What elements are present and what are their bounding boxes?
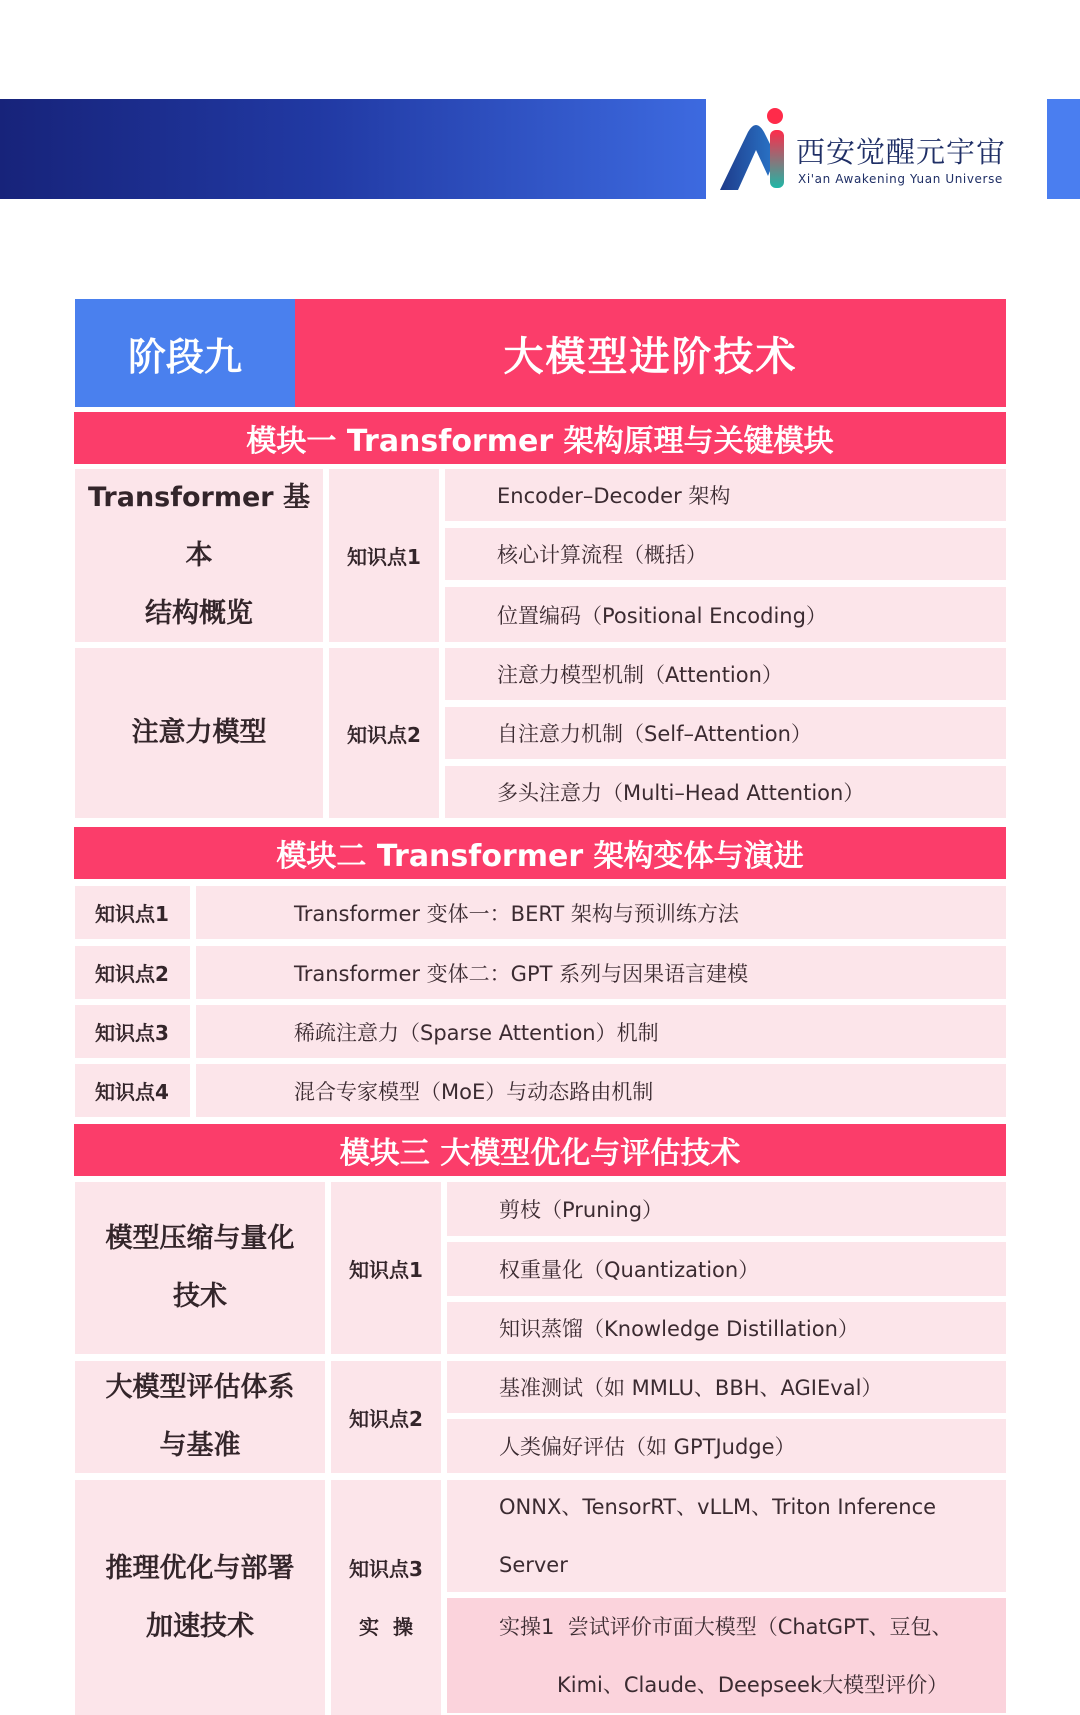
topic-line: Transformer 基本 — [87, 481, 311, 571]
stage-label: 阶段九 — [75, 299, 295, 407]
module-2-title: 模块二 Transformer 架构变体与演进 — [74, 827, 1006, 879]
list-item: 稀疏注意力（Sparse Attention）机制 — [196, 1005, 1006, 1058]
list-item: 权重量化（Quantization） — [447, 1242, 1006, 1296]
list-item: 人类偏好评估（如 GPTJudge） — [447, 1419, 1006, 1473]
list-item: Encoder–Decoder 架构 — [445, 469, 1006, 521]
topic-line: 注意力模型 — [131, 717, 267, 748]
header-banner-tail — [1047, 99, 1080, 199]
kp-label: 知识点3 — [349, 1556, 423, 1581]
kp-cell — [75, 886, 190, 939]
list-item: Transformer 变体一：BERT 架构与预训练方法 — [196, 886, 1006, 939]
kp-cell — [75, 946, 190, 999]
stage-title: 大模型进阶技术 — [295, 299, 1006, 407]
module-1-title: 模块一 Transformer 架构原理与关键模块 — [74, 412, 1006, 464]
topic-cell — [75, 1361, 325, 1473]
module-3-title: 模块三 大模型优化与评估技术 — [74, 1124, 1006, 1176]
kp-label: 知识点2 — [95, 962, 169, 986]
brand-logo — [718, 104, 1018, 196]
brand-name-en: Xi'an Awakening Yuan Universe — [798, 172, 1003, 186]
kp-cell — [331, 1182, 441, 1354]
topic-cell — [75, 1480, 325, 1715]
kp-cell — [329, 469, 439, 642]
list-item: 注意力模型机制（Attention） — [445, 648, 1006, 700]
kp-cell — [329, 648, 439, 818]
topic-line: 与基准 — [159, 1430, 241, 1461]
topic-cell — [75, 648, 323, 818]
topic-line: 加速技术 — [146, 1610, 254, 1642]
list-item: 位置编码（Positional Encoding） — [445, 587, 1006, 642]
kp-label: 知识点2 — [349, 1406, 423, 1431]
kp-label: 知识点2 — [347, 722, 421, 747]
header-banner — [0, 99, 706, 199]
topic-line: 大模型评估体系 — [105, 1372, 295, 1403]
brand-name-cn: 西安觉醒元宇宙 — [796, 135, 1007, 169]
list-item: ONNX、TensorRT、vLLM、Triton Inference Server — [447, 1480, 1006, 1592]
list-item: 混合专家模型（MoE）与动态路由机制 — [196, 1064, 1006, 1117]
kp-cell — [331, 1361, 441, 1473]
list-item: 自注意力机制（Self–Attention） — [445, 707, 1006, 759]
list-item: 基准测试（如 MMLU、BBH、AGIEval） — [447, 1361, 1006, 1413]
list-item: 多头注意力（Multi–Head Attention） — [445, 766, 1006, 818]
kp-practice-label: 实 操 — [359, 1614, 413, 1639]
kp-label: 知识点4 — [95, 1080, 169, 1104]
topic-cell — [75, 469, 323, 642]
list-item: Transformer 变体二：GPT 系列与因果语言建模 — [196, 946, 1006, 999]
brand-logo-icon — [718, 104, 798, 196]
kp-cell — [331, 1480, 441, 1715]
topic-cell — [75, 1182, 325, 1354]
practice-item: 实操1 尝试评价市面大模型（ChatGPT、豆包、 Kimi、Claude、Deepseek大模型评价） — [447, 1598, 1006, 1713]
list-item: 核心计算流程（概括） — [445, 528, 1006, 580]
kp-label: 知识点1 — [347, 545, 421, 569]
kp-cell — [75, 1005, 190, 1058]
topic-line: 技术 — [173, 1281, 227, 1312]
topic-line: 推理优化与部署 — [105, 1552, 295, 1584]
kp-label: 知识点1 — [349, 1257, 423, 1282]
topic-line: 结构概览 — [145, 597, 253, 629]
kp-label: 知识点1 — [95, 902, 169, 926]
kp-cell — [75, 1064, 190, 1117]
list-item: 剪枝（Pruning） — [447, 1182, 1006, 1236]
topic-line: 模型压缩与量化 — [105, 1223, 295, 1254]
list-item: 知识蒸馏（Knowledge Distillation） — [447, 1302, 1006, 1354]
kp-label: 知识点3 — [95, 1021, 169, 1045]
